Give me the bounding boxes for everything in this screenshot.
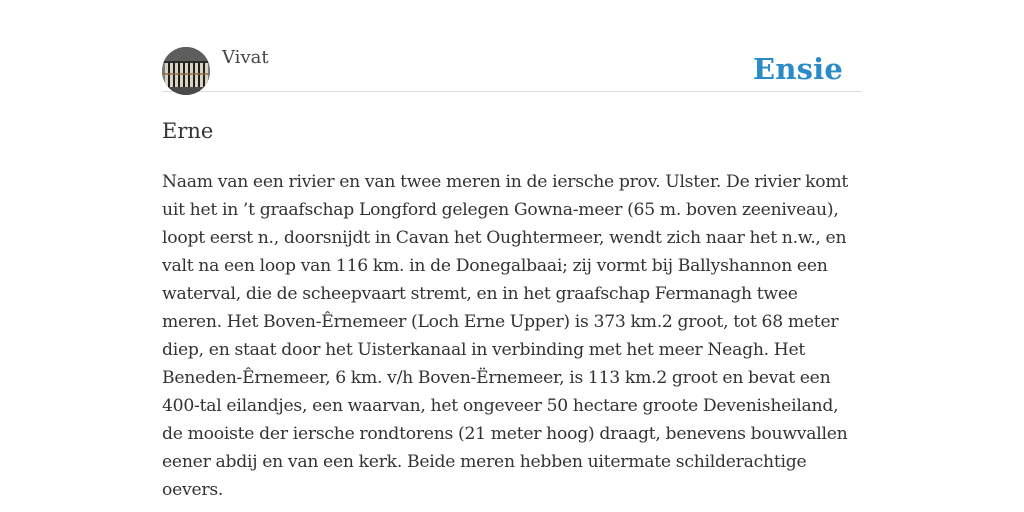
avatar[interactable]	[162, 47, 210, 95]
entry-card	[162, 0, 862, 512]
entry-header	[162, 0, 862, 92]
ensie-logo[interactable]: Ensie	[753, 52, 843, 86]
bookshelf-image	[162, 47, 210, 95]
entry-body: Naam van een rivier en van twee meren in de iersche prov. Ulster. De rivier komt uit het in ’t graafschap Longford gelegen Gowna-meer (65 m. boven zeeniveau), loopt eerst n., doorsnijdt in Cavan het Oughtermeer, wendt zich naar het n.w., en valt na een loop van 116 km. in de Donegalbaai; zij vormt bij Ballyshannon een waterval, die de scheepvaart stremt, en in het graafschap Fermanagh twee meren. Het Boven-Êrnemeer (Loch Erne Upper) is 373 km.2 groot, tot 68 meter diep, en staat door het Uisterkanaal in verbinding met het meer Neagh. Het Beneden-Êrnemeer, 6 km. v/h Boven-Ërnemeer, is 113 km.2 groot en bevat een 400-tal eilandjes, een waarvan, het ongeveer 50 hectare groote Devenisheiland, de mooiste der iersche rondtorens (21 meter hoog) draagt, benevens bouwvallen eener abdij en van een kerk. Beide meren hebben uitermate schilderachtige oevers.	[162, 172, 849, 500]
author-name[interactable]: Vivat	[222, 47, 269, 68]
entry-title: Erne	[162, 119, 214, 143]
